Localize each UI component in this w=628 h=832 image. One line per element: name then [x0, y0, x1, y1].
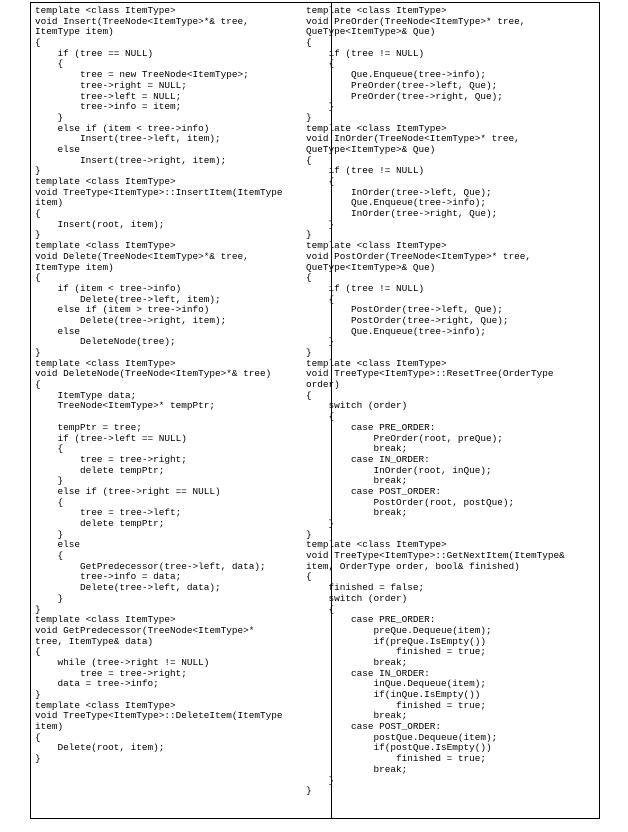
right-code-line: void PostOrder(TreeNode<ItemType>* tree,: [306, 250, 532, 262]
left-code-line: else: [35, 143, 81, 155]
right-code-line: PostOrder(tree->left, Que);: [306, 304, 503, 316]
right-code-line: }: [306, 336, 335, 348]
left-code-line: tree->info = data;: [35, 571, 182, 583]
left-code-line: tree = new TreeNode<ItemType>;: [35, 69, 249, 81]
right-code-line: switch (order): [306, 592, 408, 604]
left-code-line: ItemType item): [35, 26, 114, 38]
right-code-line: void TreeType<ItemType>::GetNextItem(ItemType&: [306, 550, 565, 562]
right-code-line: break;: [306, 656, 408, 668]
left-code-line: void Insert(TreeNode<ItemType>*& tree,: [35, 15, 249, 27]
right-code-line: {: [306, 272, 312, 284]
right-code-line: template <class ItemType>: [306, 5, 447, 16]
right-code-line: {: [306, 176, 335, 187]
left-code-line: TreeNode<ItemType>* tempPtr;: [35, 400, 216, 412]
right-code-column: [306, 6, 596, 797]
right-code-line: {: [306, 37, 312, 49]
right-code-line: case POST_ORDER:: [306, 721, 442, 733]
right-code-line: {: [306, 411, 335, 423]
left-code-line: tree = tree->right;: [35, 453, 187, 465]
left-code-line: }: [35, 753, 41, 765]
left-code-line: tree->left = NULL;: [35, 90, 182, 102]
left-code-line: template <class ItemType>: [35, 240, 176, 252]
right-code-line: PostOrder(tree->right, Que);: [306, 314, 509, 326]
right-code-line: InOrder(root, inQue);: [306, 464, 492, 476]
right-code-line: if (tree != NULL): [306, 282, 425, 294]
right-code-line: if (tree != NULL): [306, 165, 425, 177]
left-code-line: {: [35, 496, 64, 508]
right-code-line: break;: [306, 475, 408, 487]
left-code-line: if (tree->left == NULL): [35, 432, 187, 444]
right-code-line: switch (order): [306, 400, 408, 412]
right-code-line: case POST_ORDER:: [306, 485, 442, 497]
right-code-line: postQue.Dequeue(item);: [306, 731, 498, 743]
left-code-line: ItemType data;: [35, 389, 137, 401]
left-code-line: }: [35, 475, 64, 487]
left-code-line: data = tree->info;: [35, 678, 159, 690]
left-code-line: tree, ItemType& data): [35, 635, 154, 647]
left-code-line: {: [35, 443, 64, 455]
right-code-line: item, OrderType order, bool& finished): [306, 560, 520, 572]
left-code-line: Insert(tree->right, item);: [35, 154, 227, 166]
right-code-line: QueType<ItemType>& Que): [306, 261, 436, 273]
left-code-line: }: [35, 229, 41, 241]
right-code-line: finished = true;: [306, 646, 487, 658]
right-code-line: template <class ItemType>: [306, 240, 447, 252]
left-code-line: {: [35, 379, 41, 391]
right-code-line: }: [306, 518, 335, 529]
left-code-line: {: [35, 208, 41, 220]
left-code-line: Delete(tree->right, item);: [35, 314, 227, 326]
left-code-line: Delete(tree->left, data);: [35, 582, 221, 594]
left-code-line: }: [35, 347, 41, 358]
right-code-line: order): [306, 379, 340, 391]
left-code-line: tree = tree->right;: [35, 667, 187, 679]
right-code-line: finished = false;: [306, 582, 425, 594]
right-code-line: break;: [306, 710, 408, 722]
right-code-line: if(postQue.IsEmpty()): [306, 742, 492, 754]
left-code-line: while (tree->right != NULL): [35, 656, 210, 668]
code-table: [30, 2, 600, 819]
left-code-line: {: [35, 37, 41, 49]
left-code-line: template <class ItemType>: [35, 699, 176, 711]
left-code-line: item): [35, 197, 64, 209]
right-code-line: break;: [306, 507, 408, 519]
left-code-line: ItemType item): [35, 261, 114, 273]
left-code-line: tree = tree->left;: [35, 507, 182, 519]
left-code-line: }: [35, 592, 64, 604]
left-code-line: item): [35, 721, 64, 733]
left-code-line: {: [35, 272, 41, 284]
left-code-line: }: [35, 689, 41, 700]
right-code-line: InOrder(tree->right, Que);: [306, 208, 498, 220]
left-code-line: void DeleteNode(TreeNode<ItemType>*& tree): [35, 368, 272, 380]
left-code-line: else if (tree->right == NULL): [35, 485, 221, 497]
left-code-line: if (tree == NULL): [35, 47, 154, 59]
left-code-line: template <class ItemType>: [35, 5, 176, 16]
right-code-line: case IN_ORDER:: [306, 453, 430, 465]
right-code-line: void PreOrder(TreeNode<ItemType>* tree,: [306, 15, 526, 27]
left-code-line: }: [35, 111, 64, 123]
left-code-line: template <class ItemType>: [35, 357, 176, 369]
left-code-line: void TreeType<ItemType>::DeleteItem(ItemType: [35, 710, 283, 722]
right-code-line: inQue.Dequeue(item);: [306, 678, 487, 690]
right-code-line: {: [306, 571, 312, 583]
left-code-line: else: [35, 325, 81, 337]
right-code-line: QueType<ItemType>& Que): [306, 143, 436, 155]
right-code-line: }: [306, 528, 312, 540]
left-code-line: Insert(root, item);: [35, 218, 165, 230]
left-code-line: Insert(tree->left, item);: [35, 133, 221, 145]
right-code-line: Que.Enqueue(tree->info);: [306, 69, 487, 81]
right-code-line: QueType<ItemType>& Que): [306, 26, 436, 38]
right-code-line: break;: [306, 763, 408, 775]
left-code-line: tree->right = NULL;: [35, 79, 187, 91]
right-code-line: finished = true;: [306, 753, 487, 765]
left-code-column: [35, 6, 329, 765]
left-code-line: void GetPredecessor(TreeNode<ItemType>*: [35, 624, 255, 636]
left-code-line: }: [35, 528, 64, 540]
left-code-line: tempPtr = tree;: [35, 421, 142, 433]
right-code-line: PreOrder(tree->right, Que);: [306, 90, 503, 102]
right-code-line: template <class ItemType>: [306, 539, 447, 551]
right-code-line: {: [306, 389, 312, 401]
right-code-line: }: [306, 111, 312, 123]
right-code-line: PreOrder(tree->left, Que);: [306, 79, 498, 91]
left-code-line: else if (item < tree->info): [35, 122, 210, 134]
left-code-line: Delete(root, item);: [35, 742, 165, 754]
left-code-line: DeleteNode(tree);: [35, 336, 176, 348]
right-code-line: void InOrder(TreeNode<ItemType>* tree,: [306, 133, 520, 145]
right-code-line: template <class ItemType>: [306, 357, 447, 369]
left-code-line: void Delete(TreeNode<ItemType>*& tree,: [35, 250, 249, 262]
right-code-line: }: [306, 101, 335, 113]
right-code-line: case IN_ORDER:: [306, 667, 430, 679]
left-code-line: {: [35, 58, 64, 70]
left-code-line: else if (item > tree->info): [35, 304, 210, 316]
right-code-line: InOrder(tree->left, Que);: [306, 186, 492, 198]
left-code-line: {: [35, 550, 64, 562]
right-code-line: preQue.Dequeue(item);: [306, 624, 492, 636]
right-code-line: case PRE_ORDER:: [306, 421, 436, 433]
right-code-line: finished = true;: [306, 699, 487, 711]
right-code-line: }: [306, 774, 335, 786]
right-code-line: }: [306, 229, 312, 241]
left-code-line: tree->info = item;: [35, 101, 182, 113]
right-code-line: break;: [306, 443, 408, 455]
left-code-line: }: [35, 165, 41, 177]
right-code-line: PreOrder(root, preQue);: [306, 432, 503, 444]
right-code-line: {: [306, 58, 335, 70]
right-code-line: if (tree != NULL): [306, 47, 425, 59]
right-code-line: {: [306, 154, 312, 166]
right-code-line: if(inQue.IsEmpty()): [306, 689, 481, 700]
left-code-line: if (item < tree->info): [35, 282, 182, 294]
right-code-line: {: [306, 603, 335, 615]
right-code-line: template <class ItemType>: [306, 122, 447, 134]
left-code-line: delete tempPtr;: [35, 464, 165, 476]
right-code-line: if(preQue.IsEmpty()): [306, 635, 487, 647]
right-code-line: Que.Enqueue(tree->info);: [306, 197, 487, 209]
left-code-line: Delete(tree->left, item);: [35, 293, 221, 305]
left-code-line: {: [35, 731, 41, 743]
right-code-line: Que.Enqueue(tree->info);: [306, 325, 487, 337]
left-code-line: void TreeType<ItemType>::InsertItem(ItemType: [35, 186, 283, 198]
left-code-line: {: [35, 646, 41, 658]
right-code-line: }: [306, 347, 312, 358]
left-code-line: delete tempPtr;: [35, 518, 165, 529]
right-code-line: PostOrder(root, postQue);: [306, 496, 515, 508]
left-code-line: else: [35, 539, 81, 551]
right-code-line: case PRE_ORDER:: [306, 614, 436, 626]
right-code-line: void TreeType<ItemType>::ResetTree(OrderType: [306, 368, 554, 380]
left-code-line: GetPredecessor(tree->left, data);: [35, 560, 266, 572]
right-code-line: }: [306, 218, 335, 230]
right-code-line: {: [306, 293, 335, 305]
left-code-line: template <class ItemType>: [35, 176, 176, 187]
left-code-line: template <class ItemType>: [35, 614, 176, 626]
right-code-line: }: [306, 785, 312, 797]
left-code-line: }: [35, 603, 41, 615]
